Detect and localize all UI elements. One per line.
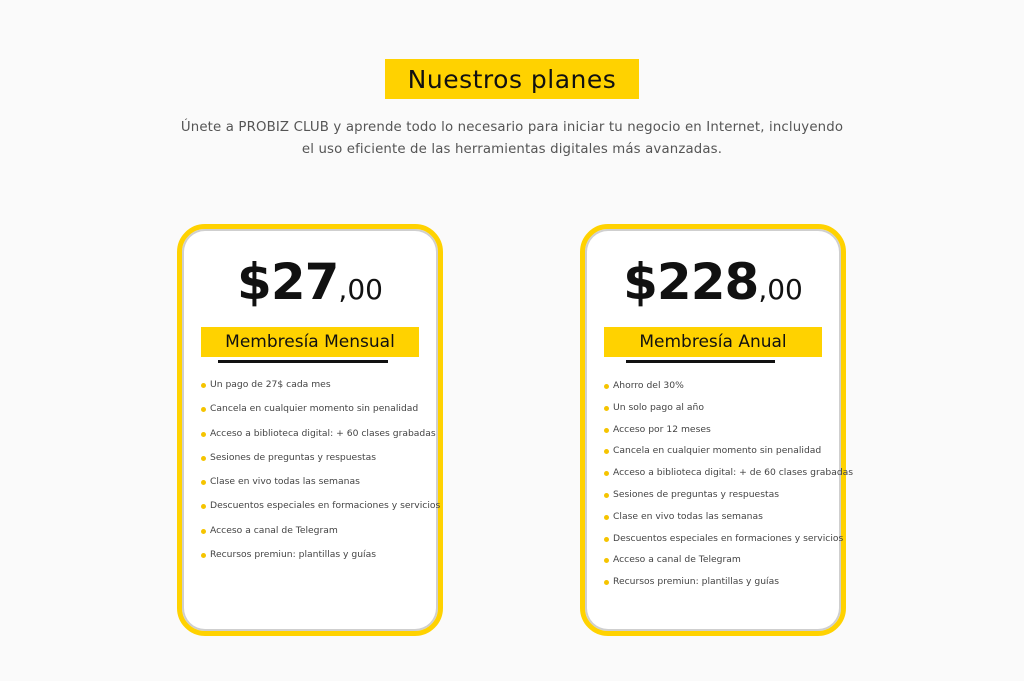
bullet-icon <box>604 406 609 411</box>
feature-list <box>201 379 441 573</box>
feature-item: Descuentos especiales en formaciones y servicios <box>201 500 432 524</box>
plan-card-monthly[interactable] <box>177 224 443 636</box>
bullet-icon <box>201 504 206 509</box>
bullet-icon <box>604 449 609 454</box>
section-title-banner <box>385 59 639 99</box>
bullet-icon <box>604 428 609 433</box>
plan-price <box>182 253 438 311</box>
price-cents: ,00 <box>758 273 803 306</box>
section-subtitle: Únete a PROBIZ CLUB y aprende todo lo necesario para iniciar tu negocio en Internet, incluyendo el uso eficiente de las herramientas digitales más avanzadas. <box>180 120 844 157</box>
bullet-icon <box>604 493 609 498</box>
feature-list <box>604 380 854 598</box>
feature-item: Recursos premiun: plantillas y guías <box>604 576 835 598</box>
bullet-icon <box>201 456 206 461</box>
bullet-icon <box>604 537 609 542</box>
plan-name-underline <box>626 360 775 363</box>
feature-item: Sesiones de preguntas y respuestas <box>201 452 432 476</box>
feature-item: Cancela en cualquier momento sin penalidad <box>201 403 432 427</box>
feature-item: Un pago de 27$ cada mes <box>201 379 432 403</box>
feature-item: Acceso por 12 meses <box>604 424 835 446</box>
price-cents: ,00 <box>338 273 383 306</box>
feature-item: Acceso a biblioteca digital: + de 60 clases grabadas <box>604 467 835 489</box>
feature-item: Acceso a biblioteca digital: + 60 clases grabadas <box>201 428 432 452</box>
feature-item: Un solo pago al año <box>604 402 835 424</box>
plan-name: Membresía Mensual <box>201 327 419 357</box>
feature-item: Acceso a canal de Telegram <box>201 525 432 549</box>
feature-item: Clase en vivo todas las semanas <box>201 476 432 500</box>
feature-item: Acceso a canal de Telegram <box>604 554 835 576</box>
bullet-icon <box>604 384 609 389</box>
feature-item: Cancela en cualquier momento sin penalidad <box>604 445 835 467</box>
bullet-icon <box>201 383 206 388</box>
feature-item: Ahorro del 30% <box>604 380 835 402</box>
plan-card-annual[interactable] <box>580 224 854 636</box>
plan-name-underline <box>218 360 388 363</box>
section-title: Nuestros planes <box>407 64 617 94</box>
bullet-icon <box>604 515 609 520</box>
price-main: $228 <box>623 253 759 311</box>
bullet-icon <box>201 529 206 534</box>
bullet-icon <box>201 480 206 485</box>
bullet-icon <box>604 471 609 476</box>
bullet-icon <box>604 580 609 585</box>
price-main: $27 <box>237 253 339 311</box>
plan-price <box>585 253 841 311</box>
feature-item: Sesiones de preguntas y respuestas <box>604 489 835 511</box>
feature-item: Descuentos especiales en formaciones y servicios <box>604 533 835 555</box>
feature-item: Clase en vivo todas las semanas <box>604 511 835 533</box>
bullet-icon <box>201 407 206 412</box>
plan-name: Membresía Anual <box>604 327 822 357</box>
bullet-icon <box>201 432 206 437</box>
bullet-icon <box>604 558 609 563</box>
bullet-icon <box>201 553 206 558</box>
feature-item: Recursos premiun: plantillas y guías <box>201 549 432 573</box>
